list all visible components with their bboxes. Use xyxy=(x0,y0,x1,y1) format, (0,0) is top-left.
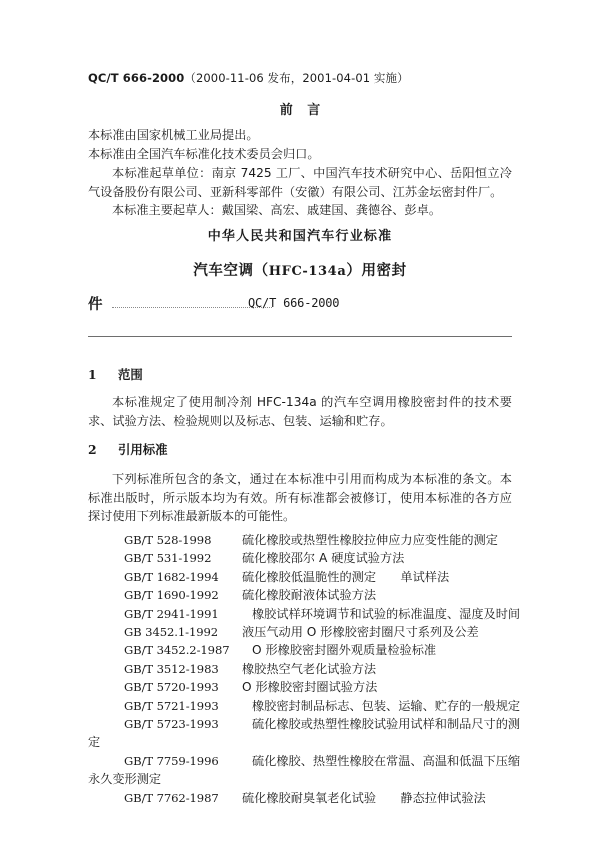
standard-reference-description: O 形橡胶密封圈试验方法 xyxy=(242,680,378,695)
foreword-paragraph-4: 本标准主要起草人：戴国梁、高宏、戚建国、龚德谷、彭卓。 xyxy=(112,203,442,217)
title-second-line-char: 件 xyxy=(88,297,103,313)
foreword-paragraph-3: 本标准起草单位：南京 7425 工厂、中国汽车技术研究中心、岳阳恒立冷气设备股份有限公司、亚新科零部件（安徽）有限公司、江苏金坛密封件厂。 xyxy=(88,166,512,199)
standard-reference-code: GB/T 5721-1993 xyxy=(124,698,219,713)
standard-reference-code: GB/T 2941-1991 xyxy=(124,606,219,621)
standard-reference-code: GB/T 1682-1994 xyxy=(124,569,219,584)
standard-reference-description: 硫化橡胶低温脆性的测定 单试样法 xyxy=(242,569,450,584)
document-main-title xyxy=(0,259,600,280)
standard-reference-description: 硫化橡胶耐液体试验方法 xyxy=(242,588,377,603)
standard-reference-code: GB/T 1690-1992 xyxy=(124,588,219,603)
main-title-suffix: ）用密封 xyxy=(346,263,407,279)
standard-reference-description: 橡胶热空气老化试验方法 xyxy=(242,661,377,676)
section-2-title: 引用标准 xyxy=(118,442,168,457)
standard-reference-code: GB/T 3512-1983 xyxy=(124,661,219,676)
standard-reference-code: GB/T 528-1998 xyxy=(124,533,212,547)
horizontal-rule xyxy=(88,336,512,337)
section-1-heading xyxy=(88,365,143,383)
standard-reference-continuation: 定 xyxy=(88,735,101,750)
main-title-prefix: 汽车空调（ xyxy=(193,263,269,279)
standard-reference-code: GB/T 7762-1987 xyxy=(124,790,219,805)
standard-reference-description: 硫化橡胶或热塑性橡胶拉伸应力应变性能的测定 xyxy=(242,533,498,547)
foreword-paragraph-2: 本标准由全国汽车标准化技术委员会归口。 xyxy=(88,147,320,161)
standard-reference-code: GB/T 5723-1993 xyxy=(124,717,219,732)
standard-reference-code: GB/T 7759-1996 xyxy=(124,753,219,768)
standard-reference-description: 硫化橡胶或热塑性橡胶试验用试样和制品尺寸的测 xyxy=(252,717,521,732)
title-second-line xyxy=(88,293,512,315)
main-title-refrigerant: HFC-134a xyxy=(268,264,347,279)
section-1-title: 范围 xyxy=(118,367,143,382)
standard-reference-row xyxy=(88,752,521,770)
standard-reference-row xyxy=(88,605,521,623)
standard-reference-row xyxy=(88,531,512,549)
standard-reference-continuation: 永久变形测定 xyxy=(88,772,162,787)
standard-reference-code: GB 3452.1-1992 xyxy=(124,625,219,640)
standard-reference-code: GB/T 3452.2-1987 xyxy=(124,643,230,658)
standard-reference-row xyxy=(88,697,521,715)
standard-reference-description: 橡胶密封制品标志、包装、运输、贮存的一般规定 xyxy=(252,698,521,713)
standard-reference-row xyxy=(88,623,512,641)
standard-reference-description: 硫化橡胶、热塑性橡胶在常温、高温和低温下压缩 xyxy=(252,753,521,768)
standard-reference-row xyxy=(88,715,521,733)
standard-reference-code: GB/T 5720-1993 xyxy=(124,680,219,695)
standard-reference-row xyxy=(88,549,512,567)
standard-reference-description: 橡胶试样环境调节和试验的标准温度、湿度及时间 xyxy=(252,606,521,621)
section-2-heading xyxy=(88,440,168,458)
section-1-number: 1 xyxy=(88,367,97,382)
title-standard-number: QC/T 666-2000 xyxy=(248,296,340,310)
page-header xyxy=(88,70,409,86)
foreword-paragraph-1: 本标准由国家机械工业局提出。 xyxy=(88,128,259,142)
standard-reference-description: O 形橡胶密封圈外观质量检验标准 xyxy=(252,643,437,658)
standard-reference-description: 硫化橡胶耐臭氧老化试验 静态拉伸试验法 xyxy=(242,790,486,805)
header-standard-code: QC/T 666-2000 xyxy=(88,71,185,85)
referenced-standards-list xyxy=(88,531,521,807)
standard-reference-code: GB/T 531-1992 xyxy=(124,551,212,566)
section-2-body: 下列标准所包含的条文，通过在本标准中引用而构成为本标准的条文。本标准出版时，所示版本均为有效。所有标准都会被修订，使用本标准的各方应探讨使用下列标准最新版本的可能性。 xyxy=(88,472,512,524)
section-1-body: 本标准规定了使用制冷剂 HFC-134a 的汽车空调用橡胶密封件的技术要求、试验方法、检验规则以及标志、包装、运输和贮存。 xyxy=(88,395,512,428)
standard-reference-row xyxy=(88,641,512,659)
standard-reference-description: 液压气动用 O 形橡胶密封圈尺寸系列及公差 xyxy=(242,625,479,640)
standard-reference-description: 硫化橡胶邵尔 A 硬度试验方法 xyxy=(242,551,405,566)
foreword-title: 前 言 xyxy=(279,103,326,118)
standard-reference-row xyxy=(88,586,512,604)
standard-reference-row xyxy=(88,789,512,807)
section-2-number: 2 xyxy=(88,442,97,457)
standard-reference-row xyxy=(88,568,512,586)
standard-reference-row xyxy=(88,660,512,678)
standard-reference-row xyxy=(88,678,512,696)
header-dates: （2000-11-06 发布，2001-04-01 实施） xyxy=(184,71,409,85)
national-standard-line: 中华人民共和国汽车行业标准 xyxy=(207,229,393,244)
